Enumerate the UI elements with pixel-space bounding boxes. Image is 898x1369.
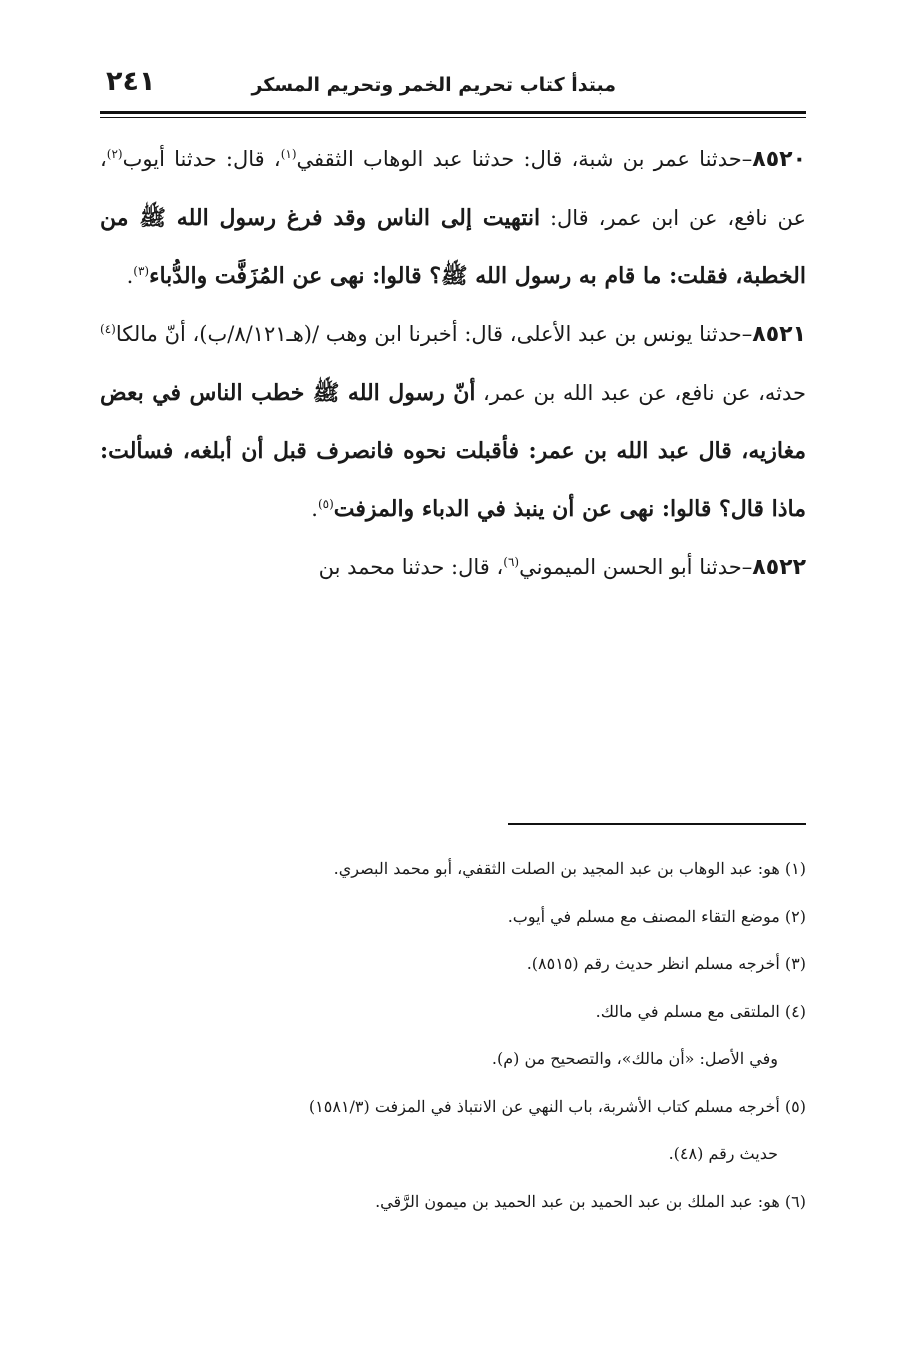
page-number: ٢٤١ [106,66,156,97]
punctuation: . [311,497,318,521]
isnad-text: حدثه، عن نافع، عن عبد الله بن عمر، [475,381,806,405]
footnote-separator [508,823,806,825]
footnote-5: (٥) أخرجه مسلم كتاب الأشربة، باب النهي عن الانتباذ في المزفت (١٥٨١/٣) [308,1096,806,1116]
footnote-ref: (٥) [317,497,334,511]
running-title: مبتدأ كتاب تحريم الخمر وتحريم المسكر [251,74,616,96]
footnotes [100,845,806,1225]
footnote-ref: (٣) [133,264,150,278]
isnad-text: –حدثنا أبو الحسن الميموني [519,555,753,579]
isnad-text: ، عن نافع، عن ابن عمر، قال: [100,147,806,230]
matn-text: انتهيت إلى الناس وقد فرغ رسول الله ﷺ من الخطبة، فقلت: ما قام به رسول الله ﷺ؟ قالوا: نهى عن المُزَفَّت والدُّباء [100,205,806,289]
isnad-text: ، قال: حدثنا أيوب [122,147,281,171]
hadith-number: ٨٥٢١ [752,322,806,347]
footnote-3: (٣) أخرجه مسلم انظر حديث رقم (٨٥١٥). [526,954,806,973]
footnote-6: (٦) هو: عبد الملك بن عبد الحميد بن عبد الحميد بن ميمون الرَّقي. [375,1191,806,1211]
main-text [100,130,806,597]
hadith-number: ٨٥٢٢ [752,555,806,580]
hadith-8520 [100,130,806,305]
isnad-text: –حدثنا عمر بن شبة، قال: حدثنا عبد الوهاب الثقفي [296,147,753,171]
header-rule-thick [100,111,806,114]
footnote-1: (١) هو: عبد الوهاب بن عبد المجيد بن الصلت الثقفي، أبو محمد البصري. [333,859,806,878]
matn-text: أنّ رسول الله ﷺ خطب الناس في بعض مغازيه، قال عبد الله بن عمر: فأقبلت نحوه فانصرف قبل أن أبلغه، فسألت: ماذا قال؟ قالوا: نهى عن أن ينبذ في الدباء والمزفت [100,380,806,522]
hadith-number: ٨٥٢٠ [752,147,806,172]
isnad-text: ، قال: حدثنا محمد بن [318,555,504,579]
hadith-8521 [100,305,806,538]
footnote-ref: (٢) [106,147,123,161]
footnote-ref: (١) [280,147,297,161]
footnote-ref: (٦) [503,555,520,569]
footnote-2: (٢) موضع التقاء المصنف مع مسلم في أيوب. [507,906,806,926]
isnad-text: –حدثنا يونس بن عبد الأعلى، قال: أخبرنا ابن وهب /(هـ٨/١٢١/ب)، أنّ مالكا [115,322,753,346]
footnote-4-continuation: وفي الأصل: «أن مالك»، والتصحيح من (م). [491,1049,778,1068]
punctuation: . [126,264,134,288]
hadith-8522 [100,538,806,597]
footnote-4: (٤) الملتقى مع مسلم في مالك. [595,1001,806,1021]
footnote-5-continuation: حديث رقم (٤٨). [668,1144,778,1163]
footnote-ref: (٤) [100,322,116,336]
header-rule-thin [100,117,806,118]
running-header [100,66,806,110]
